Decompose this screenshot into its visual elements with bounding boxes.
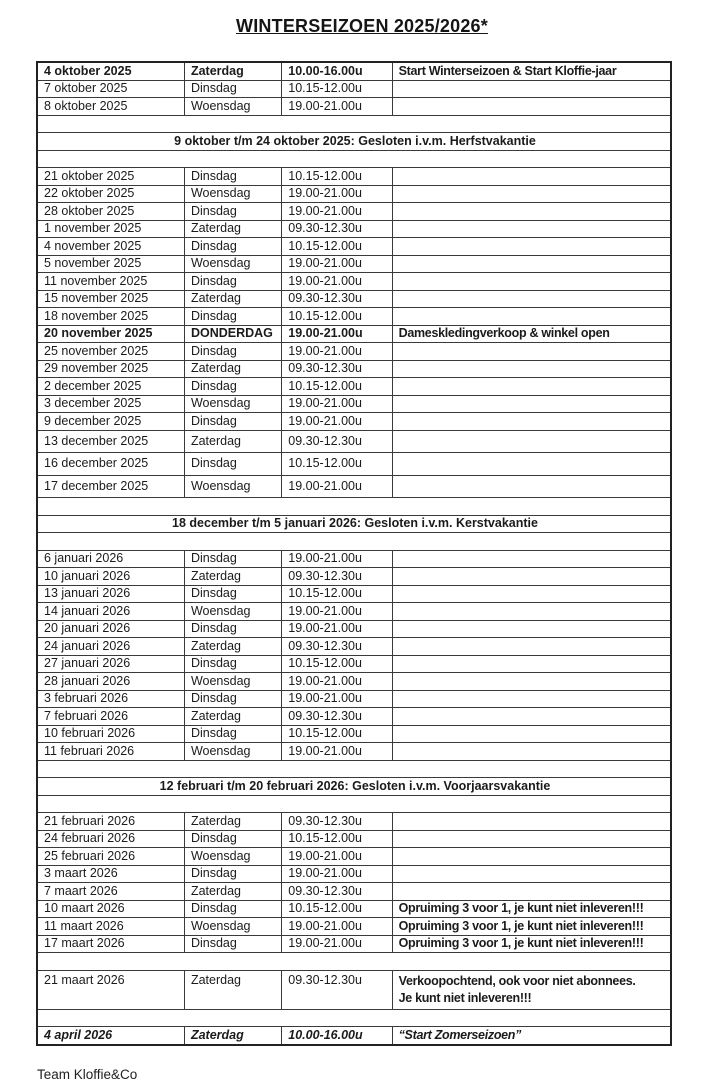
date-cell: 28 oktober 2025: [37, 203, 184, 221]
date-cell: 3 maart 2026: [37, 865, 184, 883]
schedule-row: [37, 98, 671, 116]
day-cell: Dinsdag: [184, 725, 281, 743]
note-cell: [392, 203, 671, 221]
schedule-row: [37, 475, 671, 498]
day-cell: Dinsdag: [184, 690, 281, 708]
date-cell: 3 december 2025: [37, 395, 184, 413]
date-cell: 24 februari 2026: [37, 830, 184, 848]
date-cell: 7 februari 2026: [37, 708, 184, 726]
note-cell: [392, 343, 671, 361]
date-cell: 14 januari 2026: [37, 603, 184, 621]
schedule-row: [37, 620, 671, 638]
time-cell: 19.00-21.00u: [282, 918, 392, 936]
schedule-row: [37, 638, 671, 656]
note-cell: [392, 568, 671, 586]
date-cell: 10 maart 2026: [37, 900, 184, 918]
spacer-cell: [37, 498, 671, 516]
spacer-cell: [37, 1009, 671, 1027]
day-cell: Woensdag: [184, 185, 281, 203]
vacation-row: [37, 778, 671, 796]
date-cell: 11 maart 2026: [37, 918, 184, 936]
date-cell: 10 januari 2026: [37, 568, 184, 586]
date-cell: 25 februari 2026: [37, 848, 184, 866]
note-cell: [392, 655, 671, 673]
spacer-cell: [37, 953, 671, 971]
day-cell: Dinsdag: [184, 900, 281, 918]
time-cell: 19.00-21.00u: [282, 273, 392, 291]
date-cell: 22 oktober 2025: [37, 185, 184, 203]
note-cell: [392, 395, 671, 413]
schedule-row: [37, 585, 671, 603]
time-cell: 19.00-21.00u: [282, 848, 392, 866]
time-cell: 09.30-12.30u: [282, 568, 392, 586]
date-cell: 15 november 2025: [37, 290, 184, 308]
note-cell: [392, 673, 671, 691]
schedule-row: [37, 273, 671, 291]
day-cell: Woensdag: [184, 743, 281, 761]
schedule-row: [37, 308, 671, 326]
spacer-row: [37, 953, 671, 971]
schedule-row: [37, 185, 671, 203]
time-cell: 09.30-12.30u: [282, 970, 392, 1009]
note-cell: [392, 585, 671, 603]
date-cell: 8 oktober 2025: [37, 98, 184, 116]
date-cell: 20 november 2025: [37, 325, 184, 343]
date-cell: 25 november 2025: [37, 343, 184, 361]
time-cell: 19.00-21.00u: [282, 395, 392, 413]
date-cell: 16 december 2025: [37, 453, 184, 476]
time-cell: 10.15-12.00u: [282, 308, 392, 326]
time-cell: 10.00-16.00u: [282, 1027, 392, 1045]
schedule-row: [37, 203, 671, 221]
note-cell: [392, 168, 671, 186]
spacer-row: [37, 150, 671, 168]
day-cell: Dinsdag: [184, 413, 281, 431]
schedule-row: [37, 360, 671, 378]
day-cell: Woensdag: [184, 673, 281, 691]
time-cell: 19.00-21.00u: [282, 603, 392, 621]
day-cell: Dinsdag: [184, 865, 281, 883]
time-cell: 09.30-12.30u: [282, 290, 392, 308]
date-cell: 7 maart 2026: [37, 883, 184, 901]
schedule-row: [37, 865, 671, 883]
date-cell: 3 februari 2026: [37, 690, 184, 708]
time-cell: 19.00-21.00u: [282, 475, 392, 498]
time-cell: 19.00-21.00u: [282, 413, 392, 431]
date-cell: 4 oktober 2025: [37, 62, 184, 80]
day-cell: Zaterdag: [184, 638, 281, 656]
schedule-row: [37, 1027, 671, 1045]
schedule-row: [37, 168, 671, 186]
day-cell: Dinsdag: [184, 238, 281, 256]
time-cell: 19.00-21.00u: [282, 743, 392, 761]
time-cell: 09.30-12.30u: [282, 883, 392, 901]
note-cell: [392, 273, 671, 291]
day-cell: Zaterdag: [184, 430, 281, 453]
schedule-row: [37, 395, 671, 413]
day-cell: Zaterdag: [184, 708, 281, 726]
vacation-row: [37, 515, 671, 533]
schedule-row: [37, 673, 671, 691]
time-cell: 09.30-12.30u: [282, 638, 392, 656]
time-cell: 19.00-21.00u: [282, 185, 392, 203]
footer-text: Team Kloffie&Co: [37, 1066, 138, 1082]
date-cell: 6 januari 2026: [37, 550, 184, 568]
schedule-row: [37, 453, 671, 476]
schedule-row: [37, 900, 671, 918]
note-cell: [392, 98, 671, 116]
vacation-row: [37, 133, 671, 151]
note-line: Verkoopochtend, ook voor niet abonnees.: [398, 973, 636, 988]
day-cell: DONDERDAG: [184, 325, 281, 343]
date-cell: 24 januari 2026: [37, 638, 184, 656]
schedule-row: [37, 848, 671, 866]
schedule-row: [37, 813, 671, 831]
note-cell: [392, 813, 671, 831]
date-cell: 29 november 2025: [37, 360, 184, 378]
vacation-notice: 9 oktober t/m 24 oktober 2025: Gesloten i.v.m. Herfstvakantie: [37, 133, 671, 151]
schedule-row: [37, 725, 671, 743]
note-cell: [392, 708, 671, 726]
schedule-row: [37, 883, 671, 901]
schedule-row: [37, 603, 671, 621]
time-cell: 19.00-21.00u: [282, 673, 392, 691]
day-cell: Woensdag: [184, 603, 281, 621]
note-cell: [392, 865, 671, 883]
spacer-row: [37, 760, 671, 778]
schedule-row: [37, 935, 671, 953]
schedule-row: [37, 918, 671, 936]
date-cell: 20 januari 2026: [37, 620, 184, 638]
day-cell: Dinsdag: [184, 308, 281, 326]
vacation-notice: 12 februari t/m 20 februari 2026: Gesloten i.v.m. Voorjaarsvakantie: [37, 778, 671, 796]
schedule-row: [37, 62, 671, 80]
note-cell: [392, 255, 671, 273]
day-cell: Woensdag: [184, 395, 281, 413]
schedule-row: [37, 430, 671, 453]
date-cell: 4 november 2025: [37, 238, 184, 256]
note-cell: [392, 453, 671, 476]
day-cell: Dinsdag: [184, 80, 281, 98]
schedule-table-body: [37, 62, 671, 1045]
schedule-row: [37, 413, 671, 431]
day-cell: Woensdag: [184, 255, 281, 273]
time-cell: 09.30-12.30u: [282, 430, 392, 453]
schedule-row: [37, 80, 671, 98]
time-cell: 19.00-21.00u: [282, 343, 392, 361]
note-cell: [392, 308, 671, 326]
schedule-row: [37, 970, 671, 1009]
note-cell: [392, 220, 671, 238]
note-cell: [392, 413, 671, 431]
schedule-row: [37, 343, 671, 361]
date-cell: 28 januari 2026: [37, 673, 184, 691]
day-cell: Woensdag: [184, 918, 281, 936]
note-cell: Opruiming 3 voor 1, je kunt niet inleveren!!!: [392, 900, 671, 918]
time-cell: 19.00-21.00u: [282, 203, 392, 221]
schedule-row: [37, 220, 671, 238]
time-cell: 19.00-21.00u: [282, 690, 392, 708]
time-cell: 19.00-21.00u: [282, 255, 392, 273]
document-page: [0, 16, 724, 1082]
time-cell: 09.30-12.30u: [282, 360, 392, 378]
note-cell: [392, 378, 671, 396]
schedule-row: [37, 690, 671, 708]
day-cell: Dinsdag: [184, 550, 281, 568]
spacer-row: [37, 533, 671, 551]
note-cell: “Start Zomerseizoen”: [392, 1027, 671, 1045]
time-cell: 19.00-21.00u: [282, 620, 392, 638]
spacer-row: [37, 795, 671, 813]
date-cell: 21 februari 2026: [37, 813, 184, 831]
day-cell: Zaterdag: [184, 568, 281, 586]
day-cell: Dinsdag: [184, 343, 281, 361]
note-cell: Opruiming 3 voor 1, je kunt niet inleveren!!!: [392, 918, 671, 936]
schedule-row: [37, 325, 671, 343]
date-cell: 21 oktober 2025: [37, 168, 184, 186]
time-cell: 10.15-12.00u: [282, 900, 392, 918]
time-cell: 09.30-12.30u: [282, 220, 392, 238]
time-cell: 10.15-12.00u: [282, 168, 392, 186]
day-cell: Zaterdag: [184, 360, 281, 378]
time-cell: 10.15-12.00u: [282, 80, 392, 98]
note-cell: Opruiming 3 voor 1, je kunt niet inleveren!!!: [392, 935, 671, 953]
date-cell: 2 december 2025: [37, 378, 184, 396]
day-cell: Dinsdag: [184, 378, 281, 396]
time-cell: 10.15-12.00u: [282, 655, 392, 673]
date-cell: 11 februari 2026: [37, 743, 184, 761]
time-cell: 10.15-12.00u: [282, 725, 392, 743]
note-cell: [392, 883, 671, 901]
schedule-row: [37, 238, 671, 256]
date-cell: 27 januari 2026: [37, 655, 184, 673]
day-cell: Zaterdag: [184, 290, 281, 308]
day-cell: Dinsdag: [184, 203, 281, 221]
day-cell: Zaterdag: [184, 1027, 281, 1045]
date-cell: 18 november 2025: [37, 308, 184, 326]
day-cell: Woensdag: [184, 848, 281, 866]
schedule-table: [36, 61, 672, 1046]
note-cell: [392, 638, 671, 656]
time-cell: 19.00-21.00u: [282, 98, 392, 116]
spacer-row: [37, 498, 671, 516]
date-cell: 5 november 2025: [37, 255, 184, 273]
date-cell: 21 maart 2026: [37, 970, 184, 1009]
day-cell: Dinsdag: [184, 620, 281, 638]
spacer-cell: [37, 115, 671, 133]
date-cell: 17 december 2025: [37, 475, 184, 498]
note-cell: [392, 185, 671, 203]
schedule-row: [37, 743, 671, 761]
note-cell: [392, 690, 671, 708]
time-cell: 10.00-16.00u: [282, 62, 392, 80]
note-cell: [392, 848, 671, 866]
day-cell: Woensdag: [184, 475, 281, 498]
time-cell: 19.00-21.00u: [282, 865, 392, 883]
date-cell: 1 november 2025: [37, 220, 184, 238]
note-cell: [392, 970, 671, 1009]
schedule-row: [37, 655, 671, 673]
date-cell: 10 februari 2026: [37, 725, 184, 743]
day-cell: Dinsdag: [184, 273, 281, 291]
time-cell: 19.00-21.00u: [282, 935, 392, 953]
day-cell: Dinsdag: [184, 168, 281, 186]
day-cell: Zaterdag: [184, 220, 281, 238]
schedule-row: [37, 830, 671, 848]
day-cell: Dinsdag: [184, 935, 281, 953]
note-cell: [392, 550, 671, 568]
spacer-cell: [37, 760, 671, 778]
date-cell: 13 december 2025: [37, 430, 184, 453]
note-cell: [392, 430, 671, 453]
time-cell: 10.15-12.00u: [282, 585, 392, 603]
note-cell: [392, 475, 671, 498]
day-cell: Woensdag: [184, 98, 281, 116]
note-cell: [392, 238, 671, 256]
note-cell: [392, 743, 671, 761]
note-cell: [392, 725, 671, 743]
day-cell: Zaterdag: [184, 883, 281, 901]
date-cell: 11 november 2025: [37, 273, 184, 291]
day-cell: Dinsdag: [184, 453, 281, 476]
time-cell: 19.00-21.00u: [282, 325, 392, 343]
schedule-row: [37, 550, 671, 568]
day-cell: Dinsdag: [184, 655, 281, 673]
time-cell: 10.15-12.00u: [282, 453, 392, 476]
page-title: WINTERSEIZOEN 2025/2026*: [236, 16, 488, 36]
note-cell: [392, 290, 671, 308]
note-cell: [392, 80, 671, 98]
day-cell: Dinsdag: [184, 585, 281, 603]
time-cell: 09.30-12.30u: [282, 813, 392, 831]
time-cell: 10.15-12.00u: [282, 238, 392, 256]
note-cell: Dameskledingverkoop & winkel open: [392, 325, 671, 343]
schedule-row: [37, 708, 671, 726]
note-cell: Start Winterseizoen & Start Kloffie-jaar: [392, 62, 671, 80]
spacer-cell: [37, 533, 671, 551]
day-cell: Zaterdag: [184, 62, 281, 80]
day-cell: Zaterdag: [184, 970, 281, 1009]
day-cell: Zaterdag: [184, 813, 281, 831]
date-cell: 17 maart 2026: [37, 935, 184, 953]
time-cell: 10.15-12.00u: [282, 378, 392, 396]
spacer-cell: [37, 795, 671, 813]
spacer-row: [37, 115, 671, 133]
date-cell: 4 april 2026: [37, 1027, 184, 1045]
note-cell: [392, 620, 671, 638]
schedule-row: [37, 290, 671, 308]
schedule-row: [37, 255, 671, 273]
spacer-row: [37, 1009, 671, 1027]
time-cell: 19.00-21.00u: [282, 550, 392, 568]
date-cell: 9 december 2025: [37, 413, 184, 431]
schedule-row: [37, 378, 671, 396]
note-line: Je kunt niet inleveren!!!: [398, 990, 532, 1005]
time-cell: 09.30-12.30u: [282, 708, 392, 726]
note-cell: [392, 830, 671, 848]
note-cell: [392, 360, 671, 378]
day-cell: Dinsdag: [184, 830, 281, 848]
time-cell: 10.15-12.00u: [282, 830, 392, 848]
date-cell: 13 januari 2026: [37, 585, 184, 603]
date-cell: 7 oktober 2025: [37, 80, 184, 98]
note-cell: [392, 603, 671, 621]
schedule-row: [37, 568, 671, 586]
vacation-notice: 18 december t/m 5 januari 2026: Gesloten i.v.m. Kerstvakantie: [37, 515, 671, 533]
spacer-cell: [37, 150, 671, 168]
